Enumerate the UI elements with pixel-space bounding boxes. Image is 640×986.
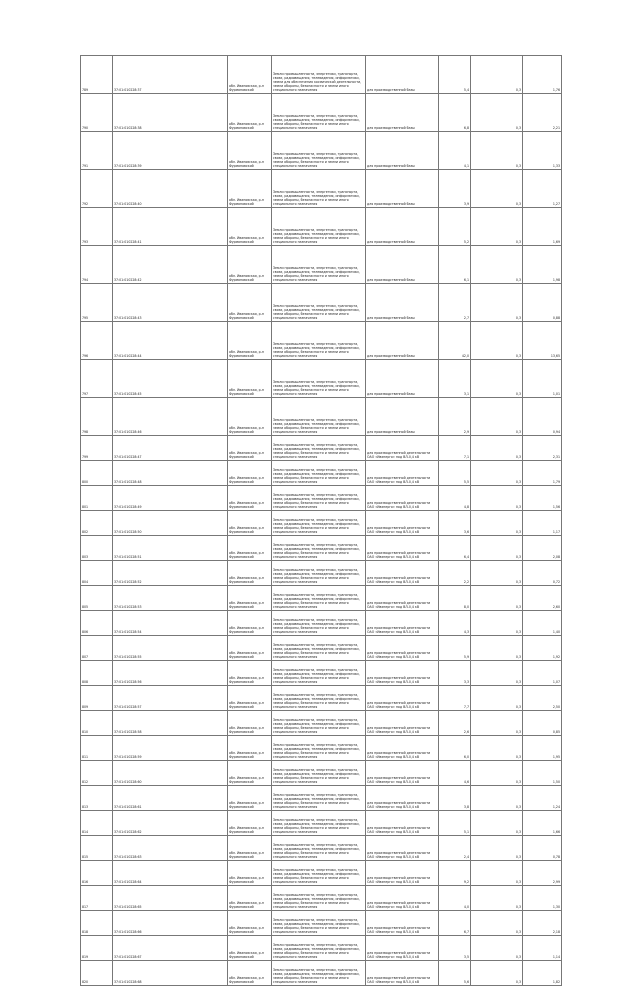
cell-num: 809 [81, 686, 113, 711]
cell-rate: 0,3 [471, 586, 523, 611]
table-row [81, 56, 562, 94]
cell-land-category: Земли промышленности, энергетики, транспорта, связи, радиовещания, телевидения, информатики, земли обороны, безопасности и земли иного специального назначения [272, 911, 366, 936]
cell-num: 810 [81, 711, 113, 736]
cell-rate: 0,3 [471, 398, 523, 436]
cell-cadastral-number: 37:01:010228:47 [113, 436, 228, 461]
cell-address: обл. Ивановская, р-н Фурмановский [228, 461, 272, 486]
cell-rate: 0,3 [471, 936, 523, 961]
cell-sum: 1,66 [523, 811, 562, 836]
cell-area: 4,6 [439, 761, 471, 786]
cell-sum: 1,33 [523, 132, 562, 170]
cell-address: обл. Ивановская, р-н Фурмановский [228, 208, 272, 246]
cell-land-category: Земли промышленности, энергетики, транспорта, связи, радиовещания, телевидения, информатики, земли обороны, безопасности и земли иного специального назначения [272, 436, 366, 461]
cell-rate: 0,3 [471, 661, 523, 686]
cell-address: обл. Ивановская, р-н Фурмановский [228, 398, 272, 436]
cell-permitted-use: для производственной базы [366, 170, 439, 208]
cell-rate: 0,3 [471, 536, 523, 561]
cell-address: обл. Ивановская, р-н Фурмановский [228, 132, 272, 170]
table-row [81, 322, 562, 360]
cell-num: 794 [81, 246, 113, 284]
cell-sum: 13,65 [523, 322, 562, 360]
cell-cadastral-number: 37:01:010228:58 [113, 711, 228, 736]
cell-permitted-use: для производственной деятельности ОАО «Ивэнерго» под ВЛ-0,4 кВ [366, 836, 439, 861]
cell-land-category: Земли промышленности, энергетики, транспорта, связи, радиовещания, телевидения, информатики, земли обороны, безопасности и земли иного специального назначения [272, 711, 366, 736]
table-row [81, 436, 562, 461]
cell-permitted-use: для производственной базы [366, 284, 439, 322]
cell-cadastral-number: 37:01:010228:64 [113, 861, 228, 886]
cell-area: 8,0 [439, 586, 471, 611]
cell-land-category: Земли промышленности, энергетики, транспорта, связи, радиовещания, телевидения, информатики, земли обороны, безопасности и земли иного специального назначения [272, 586, 366, 611]
cell-sum: 1,50 [523, 761, 562, 786]
cell-area: 3,6 [439, 511, 471, 536]
cell-sum: 1,79 [523, 461, 562, 486]
cell-rate: 0,3 [471, 636, 523, 661]
cell-cadastral-number: 37:01:010228:50 [113, 511, 228, 536]
cell-cadastral-number: 37:01:010228:66 [113, 911, 228, 936]
cell-cadastral-number: 37:01:010228:67 [113, 936, 228, 961]
cell-cadastral-number: 37:01:010228:44 [113, 322, 228, 360]
cell-permitted-use: для производственной деятельности ОАО «Ивэнерго» под ВЛ-0,4 кВ [366, 561, 439, 586]
cell-cadastral-number: 37:01:010228:61 [113, 786, 228, 811]
cell-sum: 0,88 [523, 284, 562, 322]
cell-address: обл. Ивановская, р-н Фурмановский [228, 936, 272, 961]
table-row [81, 511, 562, 536]
cell-address: обл. Ивановская, р-н Фурмановский [228, 961, 272, 986]
cell-cadastral-number: 37:01:010228:51 [113, 536, 228, 561]
cell-num: 790 [81, 94, 113, 132]
cell-sum: 1,76 [523, 56, 562, 94]
cell-cadastral-number: 37:01:010228:48 [113, 461, 228, 486]
table-row [81, 761, 562, 786]
cell-land-category: Земли промышленности, энергетики, транспорта, связи, радиовещания, телевидения, информатики, земли обороны, безопасности и земли иного специального назначения [272, 246, 366, 284]
cell-num: 808 [81, 661, 113, 686]
cell-rate: 0,3 [471, 561, 523, 586]
cell-land-category: Земли промышленности, энергетики, транспорта, связи, радиовещания, телевидения, информатики, земли обороны, безопасности и земли иного специального назначения [272, 811, 366, 836]
table-row [81, 208, 562, 246]
cell-land-category: Земли промышленности, энергетики, транспорта, связи, радиовещания, телевидения, информатики, земли обороны, безопасности и земли иного специального назначения [272, 322, 366, 360]
cell-rate: 0,3 [471, 711, 523, 736]
cell-address: обл. Ивановская, р-н Фурмановский [228, 811, 272, 836]
cell-address: обл. Ивановская, р-н Фурмановский [228, 284, 272, 322]
cell-num: 792 [81, 170, 113, 208]
cell-sum: 2,31 [523, 436, 562, 461]
cell-land-category: Земли промышленности, энергетики, транспорта, связи, радиовещания, телевидения, информатики, земли обороны, безопасности и земли иного специального назначения [272, 661, 366, 686]
cell-rate: 0,3 [471, 486, 523, 511]
cell-permitted-use: для производственной базы [366, 94, 439, 132]
cell-address: обл. Ивановская, р-н Фурмановский [228, 94, 272, 132]
cell-land-category: Земли промышленности, энергетики, транспорта, связи, радиовещания, телевидения, информатики, земли обороны, безопасности и земли иного специального назначения [272, 761, 366, 786]
cell-permitted-use: для производственной деятельности ОАО «Ивэнерго» под ВЛ-0,4 кВ [366, 586, 439, 611]
cell-rate: 0,3 [471, 322, 523, 360]
table-row [81, 170, 562, 208]
cell-cadastral-number: 37:01:010228:54 [113, 611, 228, 636]
cell-land-category: Земли промышленности, энергетики, транспорта, связи, радиовещания, телевидения, информатики, земли обороны, безопасности и земли иного специального назначения [272, 611, 366, 636]
cell-cadastral-number: 37:01:010228:62 [113, 811, 228, 836]
table-row [81, 686, 562, 711]
cell-sum: 1,56 [523, 486, 562, 511]
cell-num: 798 [81, 398, 113, 436]
cell-address: обл. Ивановская, р-н Фурмановский [228, 761, 272, 786]
cell-sum: 0,94 [523, 398, 562, 436]
cell-sum: 1,69 [523, 208, 562, 246]
cell-sum: 2,18 [523, 911, 562, 936]
table-row [81, 911, 562, 936]
cell-area: 4,3 [439, 611, 471, 636]
cell-permitted-use: для производственной базы [366, 246, 439, 284]
table-row [81, 536, 562, 561]
cell-area: 2,4 [439, 836, 471, 861]
cell-num: 815 [81, 836, 113, 861]
cell-rate: 0,3 [471, 961, 523, 986]
cell-area: 9,2 [439, 861, 471, 886]
cell-address: обл. Ивановская, р-н Фурмановский [228, 711, 272, 736]
cell-address: обл. Ивановская, р-н Фурмановский [228, 436, 272, 461]
cell-land-category: Земли промышленности, энергетики, транспорта, связи, радиовещания, телевидения, информатики, земли обороны, безопасности и земли иного специального назначения [272, 936, 366, 961]
cell-permitted-use: для производственной деятельности ОАО «Ивэнерго» под ВЛ-0,4 кВ [366, 861, 439, 886]
cell-sum: 2,08 [523, 536, 562, 561]
cell-num: 797 [81, 360, 113, 398]
cell-num: 805 [81, 586, 113, 611]
cell-permitted-use: для производственной базы [366, 322, 439, 360]
cell-address: обл. Ивановская, р-н Фурмановский [228, 886, 272, 911]
cell-rate: 0,3 [471, 436, 523, 461]
cell-address: обл. Ивановская, р-н Фурмановский [228, 511, 272, 536]
cell-address: обл. Ивановская, р-н Фурмановский [228, 786, 272, 811]
table-row [81, 611, 562, 636]
cell-rate: 0,3 [471, 911, 523, 936]
cell-sum: 1,40 [523, 611, 562, 636]
cell-sum: 2,50 [523, 686, 562, 711]
cell-cadastral-number: 37:01:010228:42 [113, 246, 228, 284]
cell-cadastral-number: 37:01:010228:55 [113, 636, 228, 661]
cell-rate: 0,3 [471, 461, 523, 486]
cell-permitted-use: для производственной деятельности ОАО «Ивэнерго» под ВЛ-0,4 кВ [366, 511, 439, 536]
cell-rate: 0,3 [471, 861, 523, 886]
cell-sum: 1,24 [523, 786, 562, 811]
table-row [81, 461, 562, 486]
cell-permitted-use: для производственной деятельности ОАО «Ивэнерго» под ВЛ-0,4 кВ [366, 911, 439, 936]
cell-land-category: Земли промышленности, энергетики, транспорта, связи, радиовещания, телевидения, информатики, земли обороны, безопасности и земли иного специального назначения [272, 736, 366, 761]
cell-cadastral-number: 37:01:010228:45 [113, 360, 228, 398]
table-row [81, 561, 562, 586]
cell-cadastral-number: 37:01:010228:63 [113, 836, 228, 861]
cell-sum: 1,95 [523, 736, 562, 761]
cell-address: обл. Ивановская, р-н Фурмановский [228, 486, 272, 511]
cell-num: 801 [81, 486, 113, 511]
cell-permitted-use: для производственной деятельности ОАО «Ивэнерго» под ВЛ-0,4 кВ [366, 786, 439, 811]
cell-land-category: Земли промышленности, энергетики, транспорта, связи, радиовещания, телевидения, информатики, земли обороны, безопасности и земли иного специального назначения [272, 536, 366, 561]
cell-land-category: Земли промышленности, энергетики, транспорта, связи, радиовещания, телевидения, информатики, земли обороны, безопасности и земли иного специального назначения [272, 461, 366, 486]
cell-area: 5,6 [439, 961, 471, 986]
cell-land-category: Земли промышленности, энергетики, транспорта, связи, радиовещания, телевидения, информатики, земли обороны, безопасности и земли иного специального назначения [272, 861, 366, 886]
cell-address: обл. Ивановская, р-н Фурмановский [228, 736, 272, 761]
cell-permitted-use: для производственной деятельности ОАО «Ивэнерго» под ВЛ-0,4 кВ [366, 711, 439, 736]
cell-permitted-use: для производственной деятельности ОАО «Ивэнерго» под ВЛ-0,4 кВ [366, 936, 439, 961]
cell-permitted-use: для производственной деятельности ОАО «Ивэнерго» под ВЛ-0,4 кВ [366, 736, 439, 761]
cell-land-category: Земли промышленности, энергетики, транспорта, связи, радиовещания, телевидения, информатики, земли обороны, безопасности и земли иного специального назначения [272, 561, 366, 586]
cell-cadastral-number: 37:01:010228:68 [113, 961, 228, 986]
cell-sum: 1,17 [523, 511, 562, 536]
cell-cadastral-number: 37:01:010228:38 [113, 94, 228, 132]
cell-sum: 1,14 [523, 936, 562, 961]
cell-area: 2,9 [439, 398, 471, 436]
cell-rate: 0,3 [471, 94, 523, 132]
cell-sum: 1,27 [523, 170, 562, 208]
table-row [81, 586, 562, 611]
cell-area: 2,6 [439, 711, 471, 736]
cell-num: 813 [81, 786, 113, 811]
cell-num: 806 [81, 611, 113, 636]
cell-land-category: Земли промышленности, энергетики, транспорта, связи, радиовещания, телевидения, информатики, земли обороны, безопасности и земли иного специального назначения [272, 486, 366, 511]
cell-address: обл. Ивановская, р-н Фурмановский [228, 322, 272, 360]
cell-rate: 0,3 [471, 736, 523, 761]
cell-area: 7,7 [439, 686, 471, 711]
cell-rate: 0,3 [471, 786, 523, 811]
cell-num: 814 [81, 811, 113, 836]
table-row [81, 961, 562, 986]
cell-permitted-use: для производственной базы [366, 398, 439, 436]
cell-area: 4,8 [439, 486, 471, 511]
cell-permitted-use: для производственной деятельности ОАО «Ивэнерго» под ВЛ-0,4 кВ [366, 661, 439, 686]
cell-land-category: Земли промышленности, энергетики, транспорта, связи, радиовещания, телевидения, информатики, земли обороны, безопасности и земли иного специального назначения [272, 360, 366, 398]
cell-land-category: Земли промышленности, энергетики, транспорта, связи, радиовещания, телевидения, информатики, земли обороны, безопасности и земли иного специального назначения [272, 284, 366, 322]
cell-rate: 0,3 [471, 511, 523, 536]
cell-sum: 1,01 [523, 360, 562, 398]
table-row [81, 132, 562, 170]
table-row [81, 861, 562, 886]
cell-num: 791 [81, 132, 113, 170]
cell-permitted-use: для производственной деятельности ОАО «Ивэнерго» под ВЛ-0,4 кВ [366, 536, 439, 561]
cell-area: 42,0 [439, 322, 471, 360]
cell-permitted-use: для производственной деятельности ОАО «Ивэнерго» под ВЛ-0,4 кВ [366, 436, 439, 461]
cell-cadastral-number: 37:01:010228:41 [113, 208, 228, 246]
cell-area: 3,9 [439, 170, 471, 208]
cell-num: 807 [81, 636, 113, 661]
cell-area: 4,0 [439, 886, 471, 911]
cell-address: обл. Ивановская, р-н Фурмановский [228, 561, 272, 586]
cell-cadastral-number: 37:01:010228:37 [113, 56, 228, 94]
cell-cadastral-number: 37:01:010228:56 [113, 661, 228, 686]
cell-land-category: Земли промышленности, энергетики, транспорта, связи, радиовещания, телевидения, информатики, земли обороны, безопасности и земли иного специального назначения [272, 636, 366, 661]
cell-area: 2,2 [439, 561, 471, 586]
table-row [81, 786, 562, 811]
table-row [81, 636, 562, 661]
cell-land-category: Земли промышленности, энергетики, транспорта, связи, радиовещания, телевидения, информатики, земли обороны, безопасности и земли иного специального назначения [272, 170, 366, 208]
cell-num: 812 [81, 761, 113, 786]
table-row [81, 886, 562, 911]
cell-area: 5,4 [439, 56, 471, 94]
cell-address: обл. Ивановская, р-н Фурмановский [228, 611, 272, 636]
cell-area: 3,8 [439, 786, 471, 811]
cell-rate: 0,3 [471, 611, 523, 636]
cell-permitted-use: для производственной базы [366, 208, 439, 246]
cell-land-category: Земли промышленности, энергетики, транспорта, связи, радиовещания, телевидения, информатики, земли обороны, безопасности и земли иного специального назначения [272, 786, 366, 811]
table-row [81, 936, 562, 961]
cell-num: 803 [81, 536, 113, 561]
cell-permitted-use: для производственной базы [366, 56, 439, 94]
table-row [81, 661, 562, 686]
cell-address: обл. Ивановская, р-н Фурмановский [228, 861, 272, 886]
cell-area: 5,2 [439, 208, 471, 246]
cell-area: 5,1 [439, 811, 471, 836]
cell-cadastral-number: 37:01:010228:40 [113, 170, 228, 208]
cell-land-category: Земли промышленности, энергетики, транспорта, связи, радиовещания, телевидения, информатики, земли для обеспечения космической деятельности, земли обороны, безопасности и земли иного специального назначения [272, 56, 366, 94]
table-row [81, 360, 562, 398]
cell-num: 819 [81, 936, 113, 961]
cell-land-category: Земли промышленности, энергетики, транспорта, связи, радиовещания, телевидения, информатики, земли обороны, безопасности и земли иного специального назначения [272, 511, 366, 536]
cell-address: обл. Ивановская, р-н Фурмановский [228, 360, 272, 398]
cell-sum: 1,07 [523, 661, 562, 686]
cell-rate: 0,3 [471, 836, 523, 861]
cell-cadastral-number: 37:01:010228:46 [113, 398, 228, 436]
cell-address: обл. Ивановская, р-н Фурмановский [228, 836, 272, 861]
cell-permitted-use: для производственной деятельности ОАО «Ивэнерго» под ВЛ-0,4 кВ [366, 811, 439, 836]
cell-rate: 0,3 [471, 56, 523, 94]
cell-num: 796 [81, 322, 113, 360]
cell-rate: 0,3 [471, 246, 523, 284]
cell-land-category: Земли промышленности, энергетики, транспорта, связи, радиовещания, телевидения, информатики, земли обороны, безопасности и земли иного специального назначения [272, 686, 366, 711]
table-row [81, 94, 562, 132]
table-row [81, 486, 562, 511]
cell-land-category: Земли промышленности, энергетики, транспорта, связи, радиовещания, телевидения, информатики, земли обороны, безопасности и земли иного специального назначения [272, 886, 366, 911]
cell-cadastral-number: 37:01:010228:39 [113, 132, 228, 170]
cell-num: 816 [81, 861, 113, 886]
cell-cadastral-number: 37:01:010228:53 [113, 586, 228, 611]
document-sheet [80, 55, 561, 986]
cell-land-category: Земли промышленности, энергетики, транспорта, связи, радиовещания, телевидения, информатики, земли обороны, безопасности и земли иного специального назначения [272, 208, 366, 246]
cell-land-category: Земли промышленности, энергетики, транспорта, связи, радиовещания, телевидения, информатики, земли обороны, безопасности и земли иного специального назначения [272, 132, 366, 170]
cell-address: обл. Ивановская, р-н Фурмановский [228, 636, 272, 661]
table-row [81, 711, 562, 736]
cell-num: 800 [81, 461, 113, 486]
cell-rate: 0,3 [471, 132, 523, 170]
cell-sum: 1,30 [523, 886, 562, 911]
cell-permitted-use: для производственной деятельности ОАО «Ивэнерго» под ВЛ-0,4 кВ [366, 961, 439, 986]
cell-area: 2,7 [439, 284, 471, 322]
land-plot-table [80, 55, 562, 986]
cell-land-category: Земли промышленности, энергетики, транспорта, связи, радиовещания, телевидения, информатики, земли обороны, безопасности и земли иного специального назначения [272, 836, 366, 861]
cell-num: 795 [81, 284, 113, 322]
cell-sum: 2,21 [523, 94, 562, 132]
cell-address: обл. Ивановская, р-н Фурмановский [228, 911, 272, 936]
cell-rate: 0,3 [471, 811, 523, 836]
cell-num: 820 [81, 961, 113, 986]
cell-num: 817 [81, 886, 113, 911]
cell-permitted-use: для производственной деятельности ОАО «Ивэнерго» под ВЛ-0,4 кВ [366, 461, 439, 486]
cell-sum: 2,60 [523, 586, 562, 611]
cell-land-category: Земли промышленности, энергетики, транспорта, связи, радиовещания, телевидения, информатики, земли обороны, безопасности и земли иного специального назначения [272, 961, 366, 986]
cell-area: 6,7 [439, 911, 471, 936]
cell-sum: 1,98 [523, 246, 562, 284]
cell-land-category: Земли промышленности, энергетики, транспорта, связи, радиовещания, телевидения, информатики, земли обороны, безопасности и земли иного специального назначения [272, 398, 366, 436]
cell-area: 4,1 [439, 132, 471, 170]
cell-area: 6,0 [439, 736, 471, 761]
cell-area: 7,1 [439, 436, 471, 461]
cell-cadastral-number: 37:01:010228:43 [113, 284, 228, 322]
cell-sum: 0,72 [523, 561, 562, 586]
cell-land-category: Земли промышленности, энергетики, транспорта, связи, радиовещания, телевидения, информатики, земли обороны, безопасности и земли иного специального назначения [272, 94, 366, 132]
cell-rate: 0,3 [471, 761, 523, 786]
cell-num: 799 [81, 436, 113, 461]
table-row [81, 811, 562, 836]
cell-num: 789 [81, 56, 113, 94]
cell-address: обл. Ивановская, р-н Фурмановский [228, 56, 272, 94]
cell-rate: 0,3 [471, 170, 523, 208]
cell-sum: 1,82 [523, 961, 562, 986]
cell-num: 793 [81, 208, 113, 246]
table-row [81, 284, 562, 322]
cell-cadastral-number: 37:01:010228:57 [113, 686, 228, 711]
cell-address: обл. Ивановская, р-н Фурмановский [228, 536, 272, 561]
cell-permitted-use: для производственной базы [366, 132, 439, 170]
cell-address: обл. Ивановская, р-н Фурмановский [228, 246, 272, 284]
cell-cadastral-number: 37:01:010228:52 [113, 561, 228, 586]
cell-rate: 0,3 [471, 686, 523, 711]
cell-address: обл. Ивановская, р-н Фурмановский [228, 686, 272, 711]
cell-area: 3,3 [439, 661, 471, 686]
cell-area: 6,8 [439, 94, 471, 132]
cell-address: обл. Ивановская, р-н Фурмановский [228, 170, 272, 208]
cell-rate: 0,3 [471, 208, 523, 246]
cell-sum: 0,78 [523, 836, 562, 861]
cell-area: 3,1 [439, 360, 471, 398]
table-row [81, 398, 562, 436]
cell-sum: 0,85 [523, 711, 562, 736]
cell-cadastral-number: 37:01:010228:49 [113, 486, 228, 511]
cell-permitted-use: для производственной базы [366, 360, 439, 398]
cell-area: 5,9 [439, 636, 471, 661]
table-row [81, 836, 562, 861]
cell-area: 6,4 [439, 536, 471, 561]
cell-rate: 0,3 [471, 886, 523, 911]
cell-permitted-use: для производственной деятельности ОАО «Ивэнерго» под ВЛ-0,4 кВ [366, 611, 439, 636]
cell-address: обл. Ивановская, р-н Фурмановский [228, 661, 272, 686]
table-row [81, 246, 562, 284]
cell-area: 6,1 [439, 246, 471, 284]
cell-permitted-use: для производственной деятельности ОАО «Ивэнерго» под ВЛ-0,4 кВ [366, 886, 439, 911]
cell-num: 802 [81, 511, 113, 536]
cell-permitted-use: для производственной деятельности ОАО «Ивэнерго» под ВЛ-0,4 кВ [366, 761, 439, 786]
cell-rate: 0,3 [471, 284, 523, 322]
cell-cadastral-number: 37:01:010228:60 [113, 761, 228, 786]
cell-area: 3,5 [439, 936, 471, 961]
cell-num: 811 [81, 736, 113, 761]
cell-sum: 1,92 [523, 636, 562, 661]
cell-address: обл. Ивановская, р-н Фурмановский [228, 586, 272, 611]
cell-sum: 2,99 [523, 861, 562, 886]
cell-area: 5,5 [439, 461, 471, 486]
cell-cadastral-number: 37:01:010228:65 [113, 886, 228, 911]
cell-cadastral-number: 37:01:010228:59 [113, 736, 228, 761]
cell-rate: 0,3 [471, 360, 523, 398]
cell-num: 804 [81, 561, 113, 586]
cell-num: 818 [81, 911, 113, 936]
table-row [81, 736, 562, 761]
cell-permitted-use: для производственной деятельности ОАО «Ивэнерго» под ВЛ-0,4 кВ [366, 636, 439, 661]
cell-permitted-use: для производственной деятельности ОАО «Ивэнерго» под ВЛ-0,4 кВ [366, 686, 439, 711]
cell-permitted-use: для производственной деятельности ОАО «Ивэнерго» под ВЛ-0,4 кВ [366, 486, 439, 511]
